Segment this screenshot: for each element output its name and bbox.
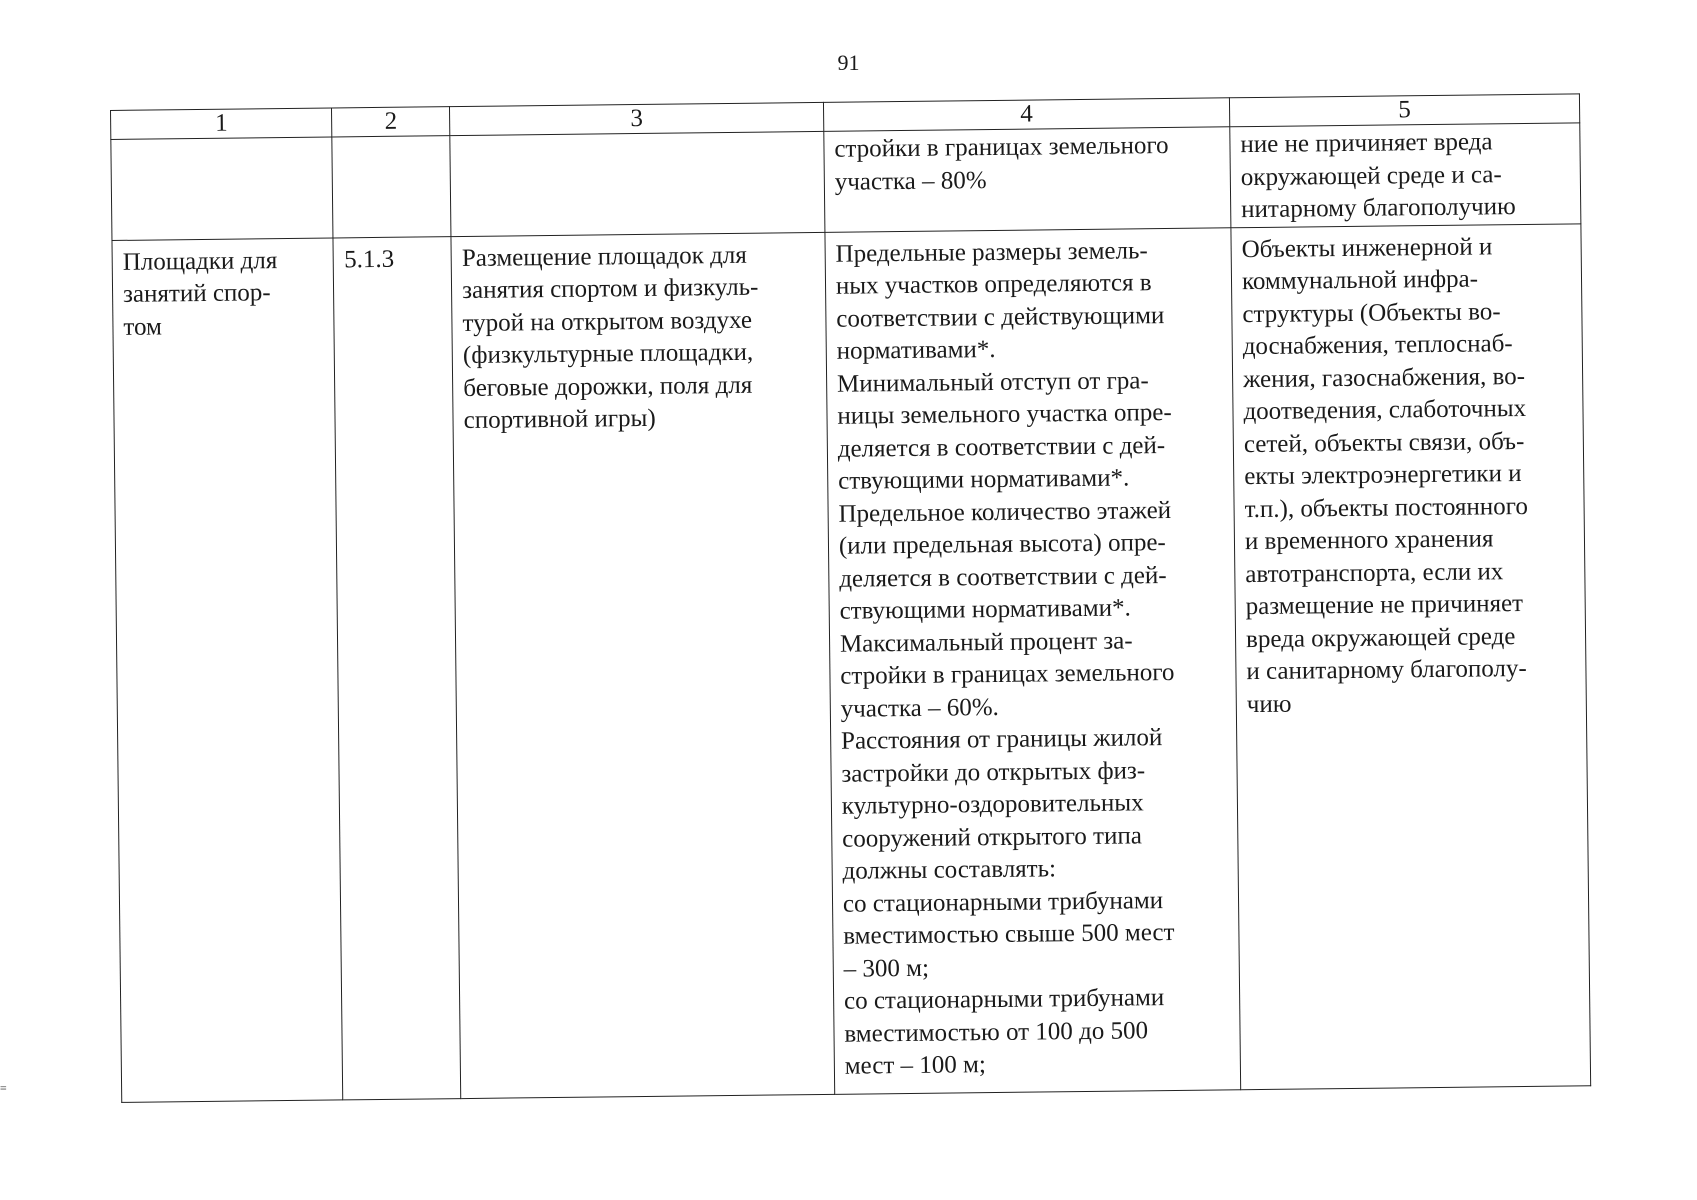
column-header-3: 3 [450,102,824,135]
cell-code [332,136,451,238]
page-number: 91 [837,50,860,75]
land-use-table [110,93,1591,1102]
cell-type-name: Площадки для занятий спор- том [112,237,343,1101]
cell-parameters: Предельные размеры земель- ных участков определяются в соответствии с действующими нормативами*. Минимальный отступ от гра- ницы земельного участка опре- деляется в соответствии с дей- ствующими нормативами*. Предельное количество этажей (или предельная высота) опре- деляется в соответствии с дей- ствующими нормативами*. Максимальный процент за- стройки в границах земельного участка – 60%. Расстояния от границы жилой застройки до открытых физ- культурно-оздоровительных сооружений открытого типа должны составлять: со стационарными трибунами вместимостью свыше 500 мест – 300 м; со стационарными трибунами вместимостью от 100 до 500 мест – 100 м; [825,227,1241,1094]
cell-auxiliary-uses: Объекты инженерной и коммунальной инфра- структуры (Объекты во- доснабжения, теплоснаб- жения, газоснабжения, во- доотведения, слаботочных сетей, объекты связи, объ- екты электроэнергетики и т.п.), объекты постоянного и временного хранения автотранспорта, если их размещение не причиняет вреда окружающей среде и санитарному благополу- чию [1231,223,1591,1089]
cell-type-name [111,137,334,240]
cell-auxiliary-uses: ние не причиняет вреда окружающей среде и са- нитарному благополучию [1230,123,1581,227]
column-header-1: 1 [111,108,333,140]
column-header-2: 2 [332,107,450,137]
column-header-5: 5 [1229,94,1579,127]
table-row [112,223,1591,1102]
cell-code: 5.1.3 [333,236,461,1099]
cell-description [450,131,825,236]
table-row [111,123,1581,240]
edge-mark: ≡ [0,1081,7,1095]
cell-description: Размещение площадок для занятия спортом и физкуль- турой на открытом воздухе (физкультурные площадки, беговые дорожки, поля для спортивной игры) [451,232,834,1098]
column-header-4: 4 [823,98,1229,132]
cell-parameters: стройки в границах земельного участка – 80% [824,127,1231,232]
